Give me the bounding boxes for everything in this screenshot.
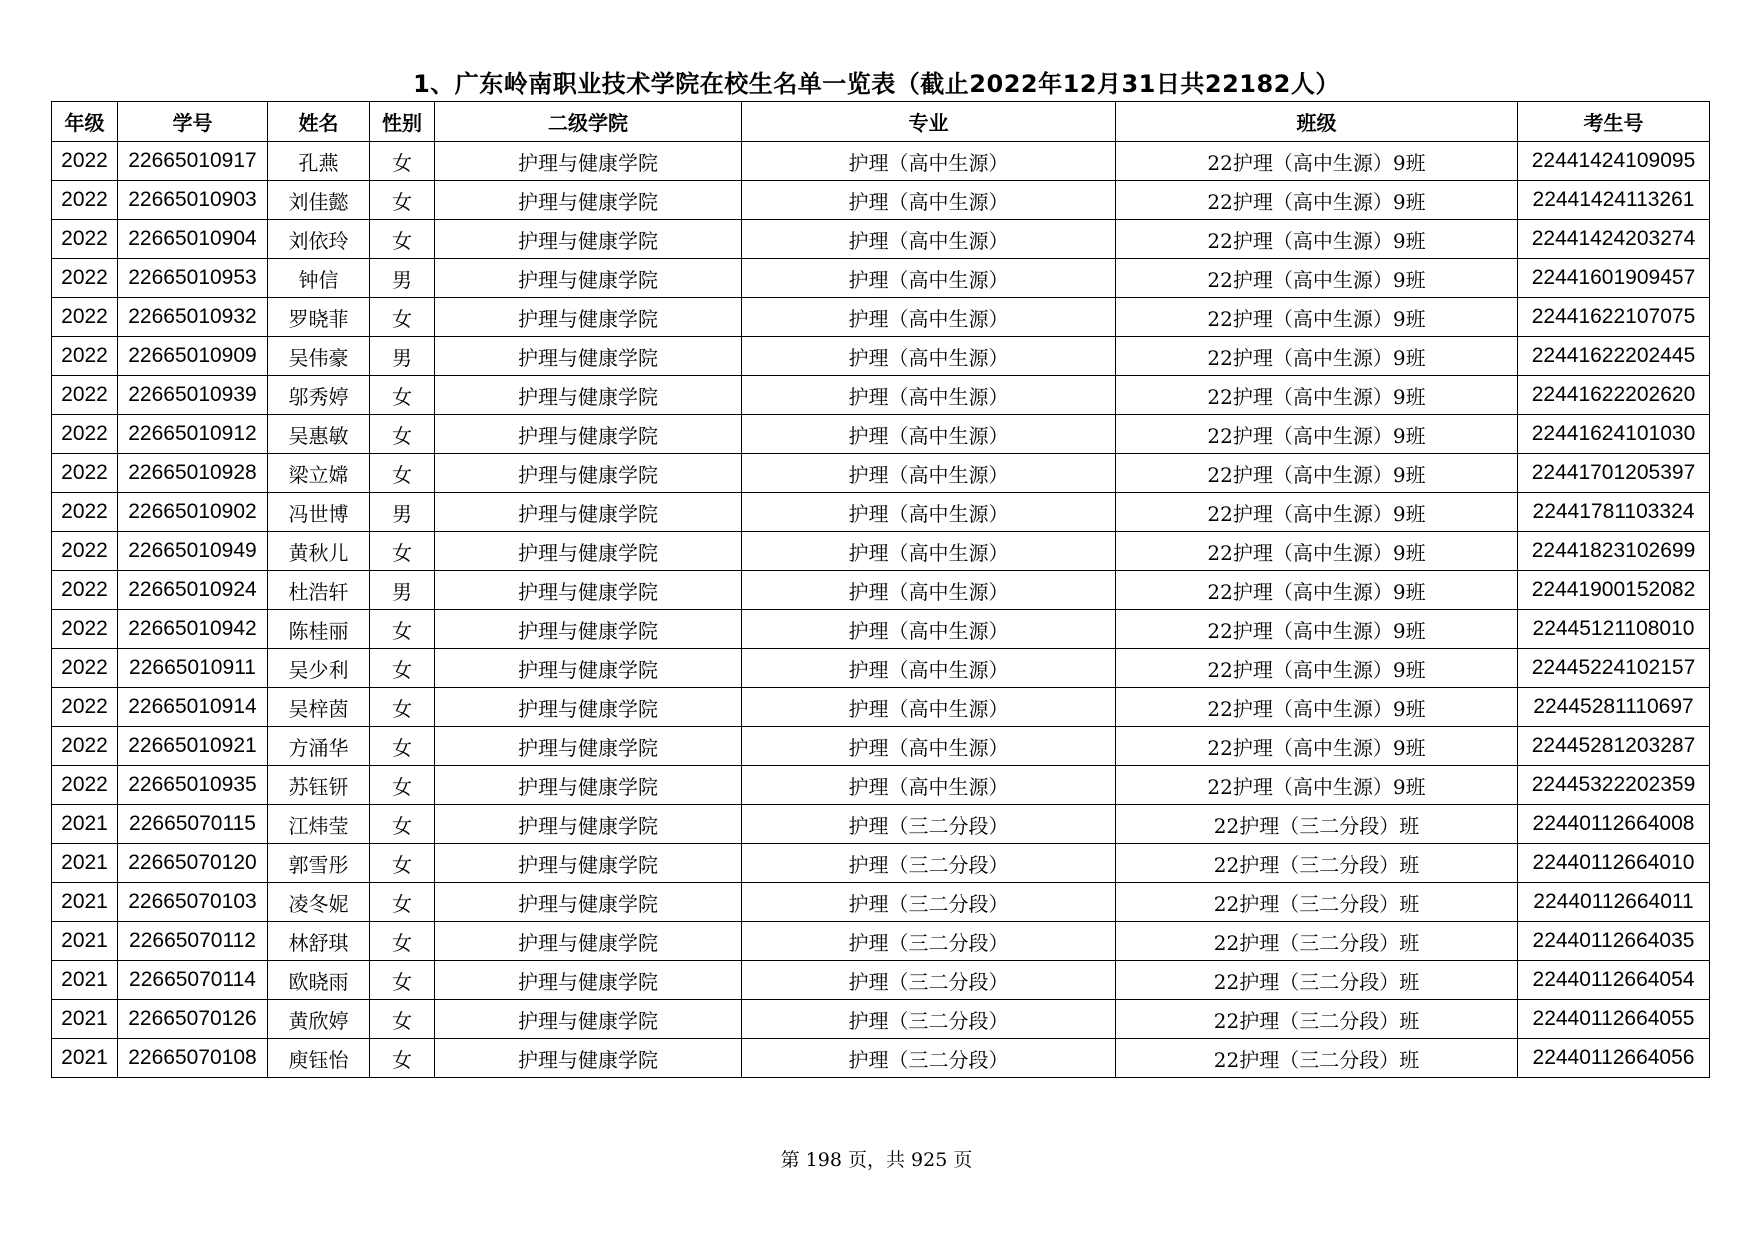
- class-cell: 22护理（三二分段）班: [1116, 805, 1518, 844]
- name-cell: 杜浩轩: [268, 571, 370, 610]
- exam-number-cell: 22441624101030: [1518, 415, 1710, 454]
- table-row: [52, 922, 1710, 961]
- exam-number-cell: 22440112664011: [1518, 883, 1710, 922]
- college-cell: 护理与健康学院: [435, 766, 742, 805]
- table-row: [52, 688, 1710, 727]
- student-id-cell: 22665010909: [118, 337, 268, 376]
- class-cell: 22护理（高中生源）9班: [1116, 415, 1518, 454]
- gender-cell: 女: [370, 181, 435, 220]
- grade-cell: 2022: [52, 766, 118, 805]
- class-cell: 22护理（三二分段）班: [1116, 844, 1518, 883]
- class-cell: 22护理（高中生源）9班: [1116, 142, 1518, 181]
- gender-cell: 男: [370, 493, 435, 532]
- header-grade: 年级: [52, 102, 118, 142]
- major-cell: 护理（高中生源）: [742, 337, 1116, 376]
- gender-cell: 女: [370, 844, 435, 883]
- college-cell: 护理与健康学院: [435, 493, 742, 532]
- major-cell: 护理（三二分段）: [742, 844, 1116, 883]
- table-row: [52, 376, 1710, 415]
- major-cell: 护理（三二分段）: [742, 1039, 1116, 1078]
- class-cell: 22护理（高中生源）9班: [1116, 493, 1518, 532]
- grade-cell: 2022: [52, 454, 118, 493]
- student-id-cell: 22665010902: [118, 493, 268, 532]
- student-id-cell: 22665010903: [118, 181, 268, 220]
- class-cell: 22护理（高中生源）9班: [1116, 181, 1518, 220]
- header-name: 姓名: [268, 102, 370, 142]
- major-cell: 护理（高中生源）: [742, 220, 1116, 259]
- table-row: [52, 532, 1710, 571]
- student-id-cell: 22665010904: [118, 220, 268, 259]
- grade-cell: 2022: [52, 727, 118, 766]
- table-row: [52, 142, 1710, 181]
- table-row: [52, 571, 1710, 610]
- table-row: [52, 181, 1710, 220]
- student-id-cell: 22665070114: [118, 961, 268, 1000]
- exam-number-cell: 22445224102157: [1518, 649, 1710, 688]
- exam-number-cell: 22440112664035: [1518, 922, 1710, 961]
- grade-cell: 2022: [52, 259, 118, 298]
- name-cell: 吴惠敏: [268, 415, 370, 454]
- student-id-cell: 22665010924: [118, 571, 268, 610]
- class-cell: 22护理（高中生源）9班: [1116, 688, 1518, 727]
- exam-number-cell: 22440112664055: [1518, 1000, 1710, 1039]
- college-cell: 护理与健康学院: [435, 844, 742, 883]
- student-id-cell: 22665010928: [118, 454, 268, 493]
- grade-cell: 2021: [52, 883, 118, 922]
- college-cell: 护理与健康学院: [435, 532, 742, 571]
- grade-cell: 2021: [52, 844, 118, 883]
- college-cell: 护理与健康学院: [435, 415, 742, 454]
- student-id-cell: 22665010914: [118, 688, 268, 727]
- table-row: [52, 961, 1710, 1000]
- name-cell: 刘佳懿: [268, 181, 370, 220]
- class-cell: 22护理（三二分段）班: [1116, 961, 1518, 1000]
- gender-cell: 男: [370, 259, 435, 298]
- class-cell: 22护理（高中生源）9班: [1116, 727, 1518, 766]
- major-cell: 护理（高中生源）: [742, 298, 1116, 337]
- class-cell: 22护理（三二分段）班: [1116, 1039, 1518, 1078]
- major-cell: 护理（高中生源）: [742, 493, 1116, 532]
- gender-cell: 女: [370, 727, 435, 766]
- name-cell: 凌冬妮: [268, 883, 370, 922]
- gender-cell: 女: [370, 454, 435, 493]
- grade-cell: 2022: [52, 181, 118, 220]
- name-cell: 陈桂丽: [268, 610, 370, 649]
- header-class: 班级: [1116, 102, 1518, 142]
- exam-number-cell: 22441622202445: [1518, 337, 1710, 376]
- gender-cell: 女: [370, 532, 435, 571]
- table-body: [52, 142, 1710, 1078]
- name-cell: 江炜莹: [268, 805, 370, 844]
- gender-cell: 女: [370, 961, 435, 1000]
- gender-cell: 男: [370, 571, 435, 610]
- class-cell: 22护理（高中生源）9班: [1116, 259, 1518, 298]
- major-cell: 护理（高中生源）: [742, 688, 1116, 727]
- class-cell: 22护理（高中生源）9班: [1116, 220, 1518, 259]
- college-cell: 护理与健康学院: [435, 883, 742, 922]
- student-id-cell: 22665070103: [118, 883, 268, 922]
- gender-cell: 女: [370, 805, 435, 844]
- exam-number-cell: 22441781103324: [1518, 493, 1710, 532]
- gender-cell: 女: [370, 220, 435, 259]
- major-cell: 护理（高中生源）: [742, 766, 1116, 805]
- major-cell: 护理（三二分段）: [742, 961, 1116, 1000]
- college-cell: 护理与健康学院: [435, 727, 742, 766]
- student-id-cell: 22665010917: [118, 142, 268, 181]
- name-cell: 吴梓茵: [268, 688, 370, 727]
- class-cell: 22护理（高中生源）9班: [1116, 766, 1518, 805]
- name-cell: 林舒琪: [268, 922, 370, 961]
- grade-cell: 2022: [52, 571, 118, 610]
- exam-number-cell: 22441622107075: [1518, 298, 1710, 337]
- name-cell: 刘依玲: [268, 220, 370, 259]
- name-cell: 邬秀婷: [268, 376, 370, 415]
- student-id-cell: 22665010949: [118, 532, 268, 571]
- table-row: [52, 337, 1710, 376]
- major-cell: 护理（高中生源）: [742, 727, 1116, 766]
- grade-cell: 2021: [52, 1000, 118, 1039]
- major-cell: 护理（三二分段）: [742, 805, 1116, 844]
- class-cell: 22护理（高中生源）9班: [1116, 376, 1518, 415]
- name-cell: 罗晓菲: [268, 298, 370, 337]
- college-cell: 护理与健康学院: [435, 610, 742, 649]
- major-cell: 护理（三二分段）: [742, 1000, 1116, 1039]
- student-id-cell: 22665010935: [118, 766, 268, 805]
- name-cell: 方涌华: [268, 727, 370, 766]
- exam-number-cell: 22441622202620: [1518, 376, 1710, 415]
- gender-cell: 女: [370, 610, 435, 649]
- student-id-cell: 22665010932: [118, 298, 268, 337]
- college-cell: 护理与健康学院: [435, 922, 742, 961]
- table-row: [52, 493, 1710, 532]
- header-college: 二级学院: [435, 102, 742, 142]
- name-cell: 冯世博: [268, 493, 370, 532]
- page-number: 第 198 页，共 925 页: [780, 1149, 973, 1171]
- college-cell: 护理与健康学院: [435, 376, 742, 415]
- exam-number-cell: 22441823102699: [1518, 532, 1710, 571]
- gender-cell: 女: [370, 649, 435, 688]
- exam-number-cell: 22445322202359: [1518, 766, 1710, 805]
- name-cell: 吴少利: [268, 649, 370, 688]
- student-id-cell: 22665010912: [118, 415, 268, 454]
- gender-cell: 女: [370, 883, 435, 922]
- name-cell: 梁立嫦: [268, 454, 370, 493]
- college-cell: 护理与健康学院: [435, 961, 742, 1000]
- college-cell: 护理与健康学院: [435, 688, 742, 727]
- exam-number-cell: 22440112664056: [1518, 1039, 1710, 1078]
- class-cell: 22护理（三二分段）班: [1116, 922, 1518, 961]
- exam-number-cell: 22441424113261: [1518, 181, 1710, 220]
- major-cell: 护理（高中生源）: [742, 610, 1116, 649]
- name-cell: 郭雪彤: [268, 844, 370, 883]
- gender-cell: 女: [370, 142, 435, 181]
- gender-cell: 女: [370, 1039, 435, 1078]
- student-id-cell: 22665010911: [118, 649, 268, 688]
- exam-number-cell: 22441701205397: [1518, 454, 1710, 493]
- name-cell: 钟信: [268, 259, 370, 298]
- table-row: [52, 649, 1710, 688]
- table-header: [52, 102, 1710, 142]
- major-cell: 护理（高中生源）: [742, 532, 1116, 571]
- grade-cell: 2022: [52, 610, 118, 649]
- college-cell: 护理与健康学院: [435, 220, 742, 259]
- major-cell: 护理（高中生源）: [742, 649, 1116, 688]
- table-row: [52, 220, 1710, 259]
- college-cell: 护理与健康学院: [435, 1000, 742, 1039]
- table-row: [52, 727, 1710, 766]
- class-cell: 22护理（高中生源）9班: [1116, 337, 1518, 376]
- grade-cell: 2021: [52, 1039, 118, 1078]
- exam-number-cell: 22440112664054: [1518, 961, 1710, 1000]
- student-id-cell: 22665010939: [118, 376, 268, 415]
- gender-cell: 女: [370, 1000, 435, 1039]
- grade-cell: 2021: [52, 961, 118, 1000]
- college-cell: 护理与健康学院: [435, 298, 742, 337]
- gender-cell: 女: [370, 922, 435, 961]
- major-cell: 护理（高中生源）: [742, 259, 1116, 298]
- name-cell: 苏钰钘: [268, 766, 370, 805]
- class-cell: 22护理（高中生源）9班: [1116, 454, 1518, 493]
- class-cell: 22护理（高中生源）9班: [1116, 532, 1518, 571]
- exam-number-cell: 22440112664008: [1518, 805, 1710, 844]
- grade-cell: 2021: [52, 922, 118, 961]
- student-id-cell: 22665070115: [118, 805, 268, 844]
- college-cell: 护理与健康学院: [435, 259, 742, 298]
- exam-number-cell: 22445121108010: [1518, 610, 1710, 649]
- grade-cell: 2022: [52, 532, 118, 571]
- header-student-id: 学号: [118, 102, 268, 142]
- major-cell: 护理（三二分段）: [742, 883, 1116, 922]
- grade-cell: 2022: [52, 688, 118, 727]
- header-major: 专业: [742, 102, 1116, 142]
- exam-number-cell: 22440112664010: [1518, 844, 1710, 883]
- major-cell: 护理（高中生源）: [742, 571, 1116, 610]
- student-id-cell: 22665070108: [118, 1039, 268, 1078]
- exam-number-cell: 22445281110697: [1518, 688, 1710, 727]
- table-row: [52, 454, 1710, 493]
- class-cell: 22护理（高中生源）9班: [1116, 649, 1518, 688]
- major-cell: 护理（高中生源）: [742, 415, 1116, 454]
- college-cell: 护理与健康学院: [435, 181, 742, 220]
- exam-number-cell: 22441424203274: [1518, 220, 1710, 259]
- table-row: [52, 844, 1710, 883]
- name-cell: 黄秋儿: [268, 532, 370, 571]
- grade-cell: 2022: [52, 337, 118, 376]
- college-cell: 护理与健康学院: [435, 142, 742, 181]
- name-cell: 吴伟豪: [268, 337, 370, 376]
- grade-cell: 2022: [52, 220, 118, 259]
- exam-number-cell: 22445281203287: [1518, 727, 1710, 766]
- student-roster-table: [51, 101, 1710, 1078]
- gender-cell: 女: [370, 766, 435, 805]
- major-cell: 护理（高中生源）: [742, 142, 1116, 181]
- student-id-cell: 22665070126: [118, 1000, 268, 1039]
- college-cell: 护理与健康学院: [435, 649, 742, 688]
- gender-cell: 女: [370, 376, 435, 415]
- table-row: [52, 610, 1710, 649]
- exam-number-cell: 22441424109095: [1518, 142, 1710, 181]
- name-cell: 庾钰怡: [268, 1039, 370, 1078]
- grade-cell: 2022: [52, 649, 118, 688]
- class-cell: 22护理（高中生源）9班: [1116, 298, 1518, 337]
- class-cell: 22护理（三二分段）班: [1116, 883, 1518, 922]
- table-row: [52, 805, 1710, 844]
- grade-cell: 2022: [52, 493, 118, 532]
- gender-cell: 男: [370, 337, 435, 376]
- student-id-cell: 22665010953: [118, 259, 268, 298]
- header-exam-number: 考生号: [1518, 102, 1710, 142]
- grade-cell: 2022: [52, 298, 118, 337]
- grade-cell: 2022: [52, 142, 118, 181]
- class-cell: 22护理（高中生源）9班: [1116, 610, 1518, 649]
- class-cell: 22护理（高中生源）9班: [1116, 571, 1518, 610]
- header-row: [52, 102, 1710, 142]
- major-cell: 护理（三二分段）: [742, 922, 1116, 961]
- college-cell: 护理与健康学院: [435, 337, 742, 376]
- table-row: [52, 1039, 1710, 1078]
- gender-cell: 女: [370, 298, 435, 337]
- major-cell: 护理（高中生源）: [742, 376, 1116, 415]
- table-row: [52, 766, 1710, 805]
- college-cell: 护理与健康学院: [435, 454, 742, 493]
- college-cell: 护理与健康学院: [435, 1039, 742, 1078]
- table-row: [52, 298, 1710, 337]
- class-cell: 22护理（三二分段）班: [1116, 1000, 1518, 1039]
- student-id-cell: 22665070112: [118, 922, 268, 961]
- table-row: [52, 259, 1710, 298]
- document-title: 1、广东岭南职业技术学院在校生名单一览表（截止2022年12月31日共22182人）: [413, 70, 1340, 98]
- student-id-cell: 22665010921: [118, 727, 268, 766]
- table-row: [52, 415, 1710, 454]
- gender-cell: 女: [370, 415, 435, 454]
- major-cell: 护理（高中生源）: [742, 454, 1116, 493]
- gender-cell: 女: [370, 688, 435, 727]
- college-cell: 护理与健康学院: [435, 571, 742, 610]
- grade-cell: 2021: [52, 805, 118, 844]
- exam-number-cell: 22441900152082: [1518, 571, 1710, 610]
- table-row: [52, 1000, 1710, 1039]
- college-cell: 护理与健康学院: [435, 805, 742, 844]
- grade-cell: 2022: [52, 415, 118, 454]
- name-cell: 欧晓雨: [268, 961, 370, 1000]
- table-row: [52, 883, 1710, 922]
- header-gender: 性别: [370, 102, 435, 142]
- exam-number-cell: 22441601909457: [1518, 259, 1710, 298]
- student-id-cell: 22665070120: [118, 844, 268, 883]
- name-cell: 孔燕: [268, 142, 370, 181]
- student-id-cell: 22665010942: [118, 610, 268, 649]
- name-cell: 黄欣婷: [268, 1000, 370, 1039]
- major-cell: 护理（高中生源）: [742, 181, 1116, 220]
- grade-cell: 2022: [52, 376, 118, 415]
